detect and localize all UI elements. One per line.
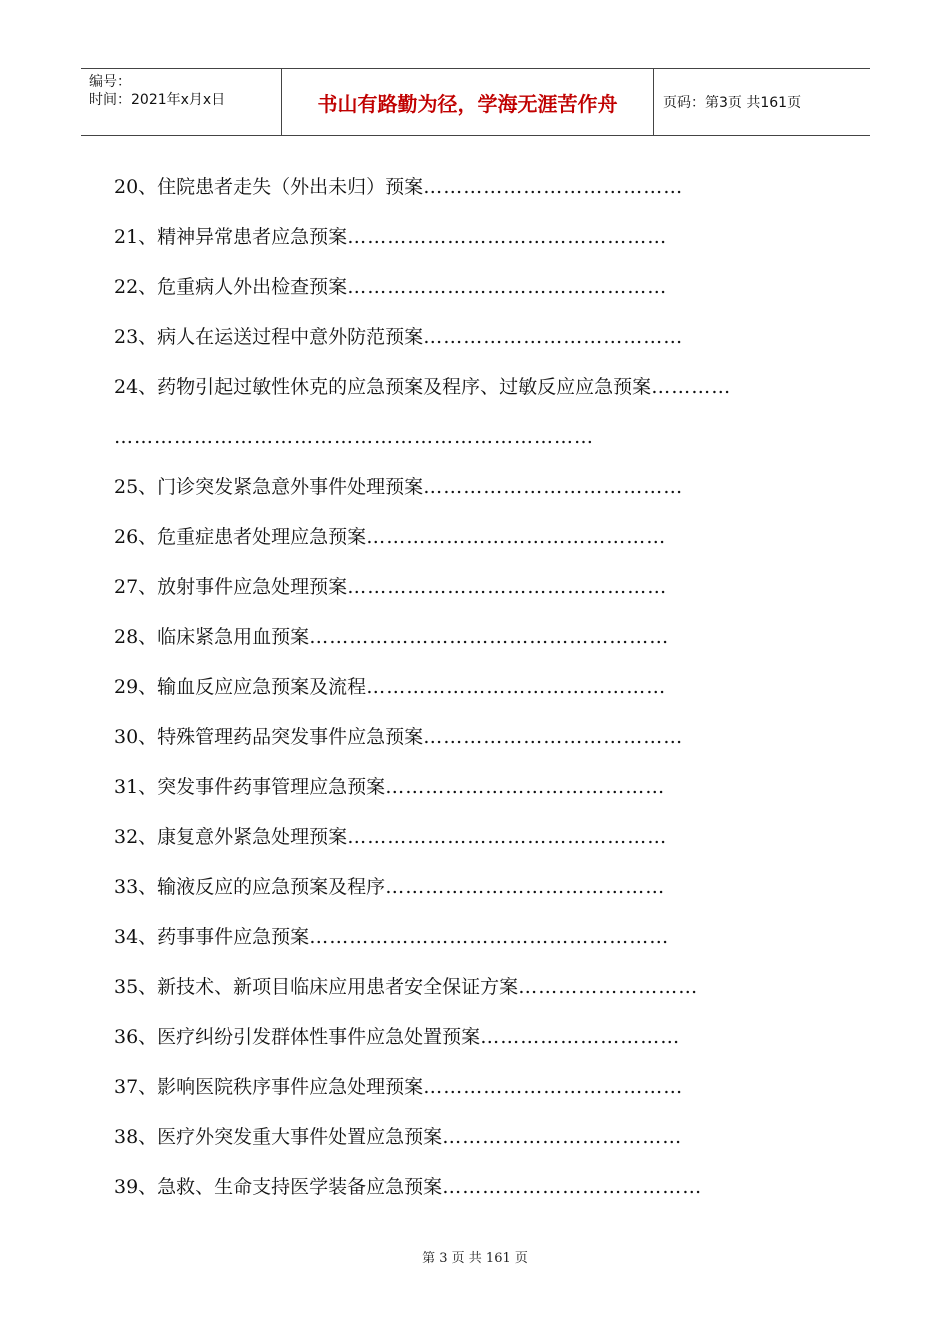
toc-entry[interactable] bbox=[114, 817, 854, 867]
toc-entry-title: 32、康复意外紧急处理预案 bbox=[114, 826, 348, 848]
header-meta bbox=[81, 69, 281, 135]
toc-entry-title: 38、医疗外突发重大事件处置应急预案 bbox=[114, 1126, 443, 1148]
toc-entry-title: 34、药事事件应急预案 bbox=[114, 926, 310, 948]
toc-entry-title: 25、门诊突发紧急意外事件处理预案 bbox=[114, 476, 424, 498]
toc-entry[interactable] bbox=[114, 867, 854, 917]
toc-entry[interactable] bbox=[114, 767, 854, 817]
toc-entry[interactable] bbox=[114, 467, 854, 517]
toc-leader-dots: …………………………………… bbox=[385, 776, 666, 798]
toc-entry-title: 24、药物引起过敏性休克的应急预案及程序、过敏反应应急预案 bbox=[114, 376, 652, 398]
toc-entry-title: 29、输血反应应急预案及流程 bbox=[114, 676, 367, 698]
toc-leader-dots: ………… bbox=[651, 376, 732, 398]
toc-entry-title: 28、临床紧急用血预案 bbox=[114, 626, 310, 648]
toc-leader-dots: ………………………………………… bbox=[347, 276, 668, 298]
toc-entry[interactable] bbox=[114, 1117, 854, 1167]
toc-leader-dots: ……………………………… bbox=[442, 1126, 683, 1148]
toc-entry-title: 35、新技术、新项目临床应用患者安全保证方案 bbox=[114, 976, 519, 998]
toc-leader-dots: ………………………………………… bbox=[347, 826, 668, 848]
toc-entry[interactable] bbox=[114, 1167, 854, 1217]
toc-entry[interactable] bbox=[114, 317, 854, 367]
toc-entry[interactable] bbox=[114, 917, 854, 967]
toc-leader-dots: ……………………………………………………………… bbox=[114, 426, 594, 448]
toc-entry[interactable] bbox=[114, 367, 854, 417]
toc-entry-title: 27、放射事件应急处理预案 bbox=[114, 576, 348, 598]
page-header bbox=[81, 68, 870, 136]
toc-entry-title: 26、危重症患者处理应急预案 bbox=[114, 526, 367, 548]
toc-leader-dots: ……………………………………………… bbox=[309, 626, 670, 648]
toc-leader-dots: ………………………………… bbox=[442, 1176, 703, 1198]
toc-leader-dots: ………………………………… bbox=[423, 476, 684, 498]
toc-entry[interactable] bbox=[114, 217, 854, 267]
document-number: 编号： bbox=[89, 74, 131, 90]
toc-entry[interactable] bbox=[114, 717, 854, 767]
toc-entry[interactable] bbox=[114, 567, 854, 617]
toc-leader-dots: ……………………… bbox=[518, 976, 699, 998]
table-of-contents bbox=[114, 167, 854, 1217]
toc-entry[interactable] bbox=[114, 967, 854, 1017]
toc-entry[interactable] bbox=[114, 1067, 854, 1117]
toc-entry-title: 33、输液反应的应急预案及程序 bbox=[114, 876, 386, 898]
toc-entry-title: 23、病人在运送过程中意外防范预案 bbox=[114, 326, 424, 348]
page-footer: 第 3 页 共 161 页 bbox=[422, 1251, 528, 1266]
toc-leader-dots: ……………………………………… bbox=[366, 526, 667, 548]
toc-leader-dots: ……………………………………… bbox=[366, 676, 667, 698]
toc-entry[interactable] bbox=[114, 517, 854, 567]
toc-entry-title: 31、突发事件药事管理应急预案 bbox=[114, 776, 386, 798]
toc-entry-title: 37、影响医院秩序事件应急处理预案 bbox=[114, 1076, 424, 1098]
toc-entry-title: 20、住院患者走失（外出未归）预案 bbox=[114, 176, 424, 198]
toc-leader-dots: ………………………………………… bbox=[347, 226, 668, 248]
header-page-info: 页码：第3页 共161页 bbox=[663, 95, 802, 111]
toc-leader-dots: ……………………………………………… bbox=[309, 926, 670, 948]
toc-entry[interactable] bbox=[114, 617, 854, 667]
document-time: 时间：2021年x月x日 bbox=[89, 92, 226, 108]
toc-entry[interactable] bbox=[114, 267, 854, 317]
toc-leader-dots: ………………………………… bbox=[423, 176, 684, 198]
toc-entry[interactable] bbox=[114, 667, 854, 717]
toc-entry-title: 30、特殊管理药品突发事件应急预案 bbox=[114, 726, 424, 748]
toc-leader-dots: ………………………………… bbox=[423, 326, 684, 348]
toc-leader-dots: ………………………………………… bbox=[347, 576, 668, 598]
toc-entry-title: 36、医疗纠纷引发群体性事件应急处置预案 bbox=[114, 1026, 481, 1048]
toc-leader-dots: ………………………………… bbox=[423, 726, 684, 748]
toc-leader-dots: ………………………… bbox=[480, 1026, 681, 1048]
toc-leader-dots: …………………………………… bbox=[385, 876, 666, 898]
toc-entry-title: 39、急救、生命支持医学装备应急预案 bbox=[114, 1176, 443, 1198]
toc-entry[interactable] bbox=[114, 1017, 854, 1067]
toc-entry-title: 21、精神异常患者应急预案 bbox=[114, 226, 348, 248]
header-motto: 书山有路勤为径，学海无涯苦作舟 bbox=[281, 69, 654, 135]
toc-entry-title: 22、危重病人外出检查预案 bbox=[114, 276, 348, 298]
toc-entry[interactable] bbox=[114, 417, 854, 467]
toc-entry[interactable] bbox=[114, 167, 854, 217]
toc-leader-dots: ………………………………… bbox=[423, 1076, 684, 1098]
